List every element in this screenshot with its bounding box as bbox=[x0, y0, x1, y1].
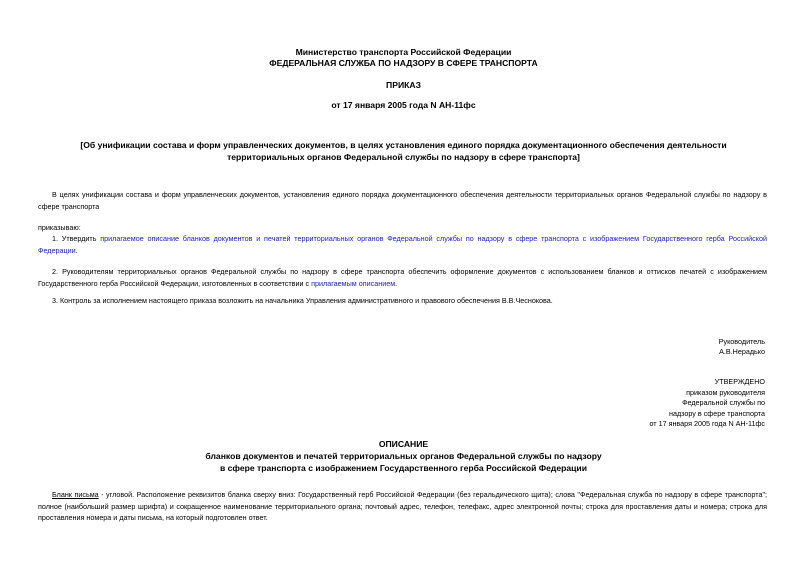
signature-name: А.В.Нерадько bbox=[719, 347, 765, 356]
document-date-number: от 17 января 2005 года N АН-11фс bbox=[331, 100, 476, 110]
description-subtitle-1: бланков документов и печатей территориальных органов Федеральной службы по надзору bbox=[205, 451, 602, 461]
approval-line-1: УТВЕРЖДЕНО bbox=[714, 377, 765, 386]
item-2-suffix: . bbox=[395, 278, 398, 288]
document-type: ПРИКАЗ bbox=[386, 80, 421, 90]
preamble-paragraph: В целях унификации состава и форм управленческих документов, установления единого порядка документационного обеспечения деятельности территориальных органов Федеральной службы по надзору в сфере транспорта bbox=[38, 190, 767, 211]
signature-position: Руководитель bbox=[718, 337, 765, 346]
item-1-paragraph bbox=[38, 233, 767, 256]
approval-line-5: от 17 января 2005 года N АН-11фс bbox=[649, 419, 765, 428]
letter-form-text: - угловой. Расположение реквизитов бланка сверху вниз: Государственный герб Российской Федерации (без геральдического щита); слова "Федеральная служба по надзору в сфере транспорта"; полное (наибольший размер шрифта) и сокращенное наименование территориального органа; почтовый адрес, телефон, телефакс, адрес электронной почты; строка для проставления даты и номера; строка для проставления номера и даты письма, на который подготовлен ответ. bbox=[38, 490, 768, 522]
subject-line-2: территориальных органов Федеральной службы по надзору в сфере транспорта] bbox=[227, 152, 580, 162]
subject-line-1: [Об унификации состава и форм управленческих документов, в целях установления единого порядка документационного обеспечения деятельности bbox=[80, 140, 727, 150]
approval-line-3: Федеральной службы по bbox=[682, 398, 765, 407]
description-title: ОПИСАНИЕ bbox=[378, 439, 429, 449]
item-2-prefix: 2. Руководителям территориальных органов Федеральной службы по надзору в сфере транспорта обеспечить оформление документов с использованием бланков и оттисков печатей с изображением Государственного герба Российской Федерации, изготовленных в соответствии с bbox=[38, 267, 767, 288]
letter-form-paragraph bbox=[38, 489, 767, 524]
service-name: ФЕДЕРАЛЬНАЯ СЛУЖБА ПО НАДЗОРУ В СФЕРЕ ТРАНСПОРТА bbox=[269, 58, 538, 68]
ministry-name: Министерство транспорта Российской Федерации bbox=[295, 47, 512, 57]
item-1-link[interactable]: прилагаемое описание бланков документов и печатей территориальных органов Федеральной службы по надзору в сфере транспорта с изображением Государственного герба Российской Федерации bbox=[38, 234, 767, 255]
letter-form-term: Бланк письма bbox=[52, 490, 99, 499]
item-3-paragraph: 3. Контроль за исполнением настоящего приказа возложить на начальника Управления административного и правового обеспечения В.В.Чеснокова. bbox=[52, 296, 553, 305]
item-1-suffix: . bbox=[75, 245, 78, 255]
item-2-paragraph bbox=[38, 266, 767, 289]
item-2-link[interactable]: прилагаемым описанием bbox=[311, 278, 396, 288]
approval-line-4: надзору в сфере транспорта bbox=[669, 409, 765, 418]
description-subtitle-2: в сфере транспорта с изображением Государственного герба Российской Федерации bbox=[219, 463, 587, 473]
approval-line-2: приказом руководителя bbox=[686, 388, 765, 397]
item-1-prefix: 1. Утвердить bbox=[52, 234, 101, 243]
order-word: приказываю: bbox=[38, 223, 81, 232]
